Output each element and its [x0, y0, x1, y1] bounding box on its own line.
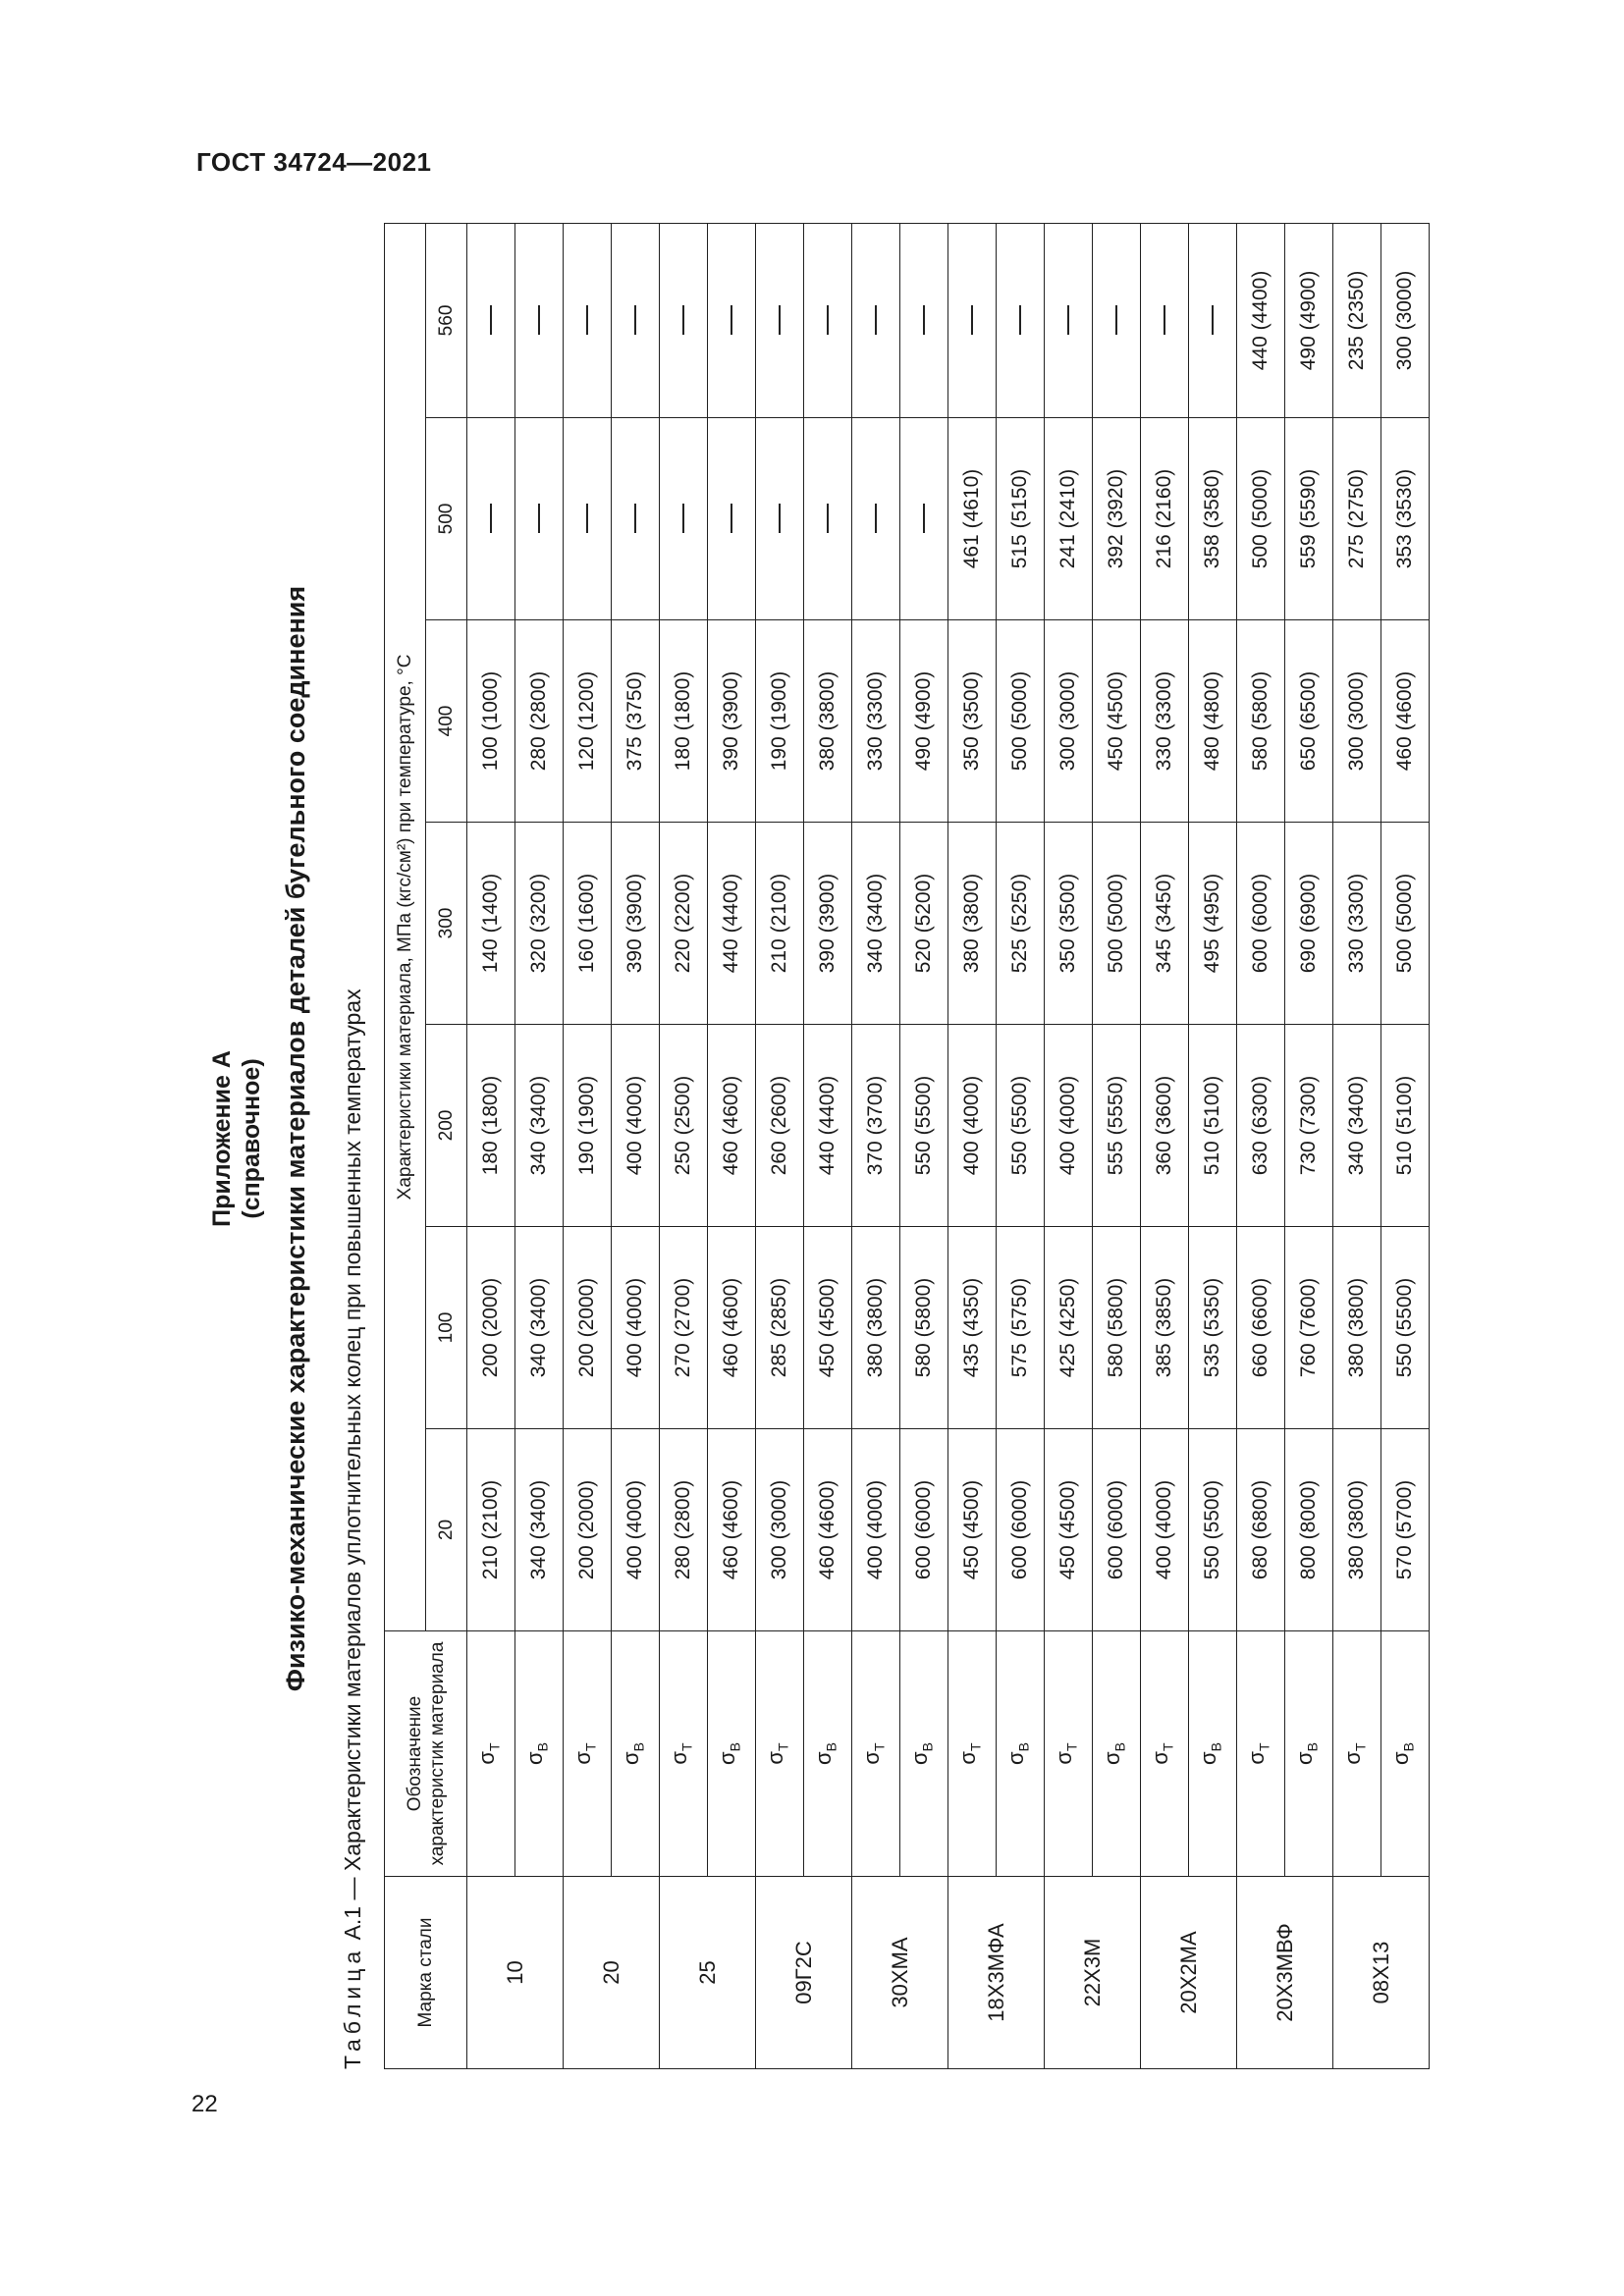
value-cell: 390 (3900) — [708, 620, 756, 823]
value-cell-empty — [1045, 223, 1093, 417]
value-cell: 340 (3400) — [515, 1227, 564, 1429]
value-cell: 580 (5800) — [1237, 620, 1285, 823]
steel-grade-cell: 30ХМА — [852, 1877, 948, 2069]
property-symbol: σ — [1052, 1751, 1077, 1765]
caption-text: — Характеристики материалов уплотнительных колец при повышенных температурах — [340, 988, 365, 1900]
header-temperature-400: 400 — [426, 620, 467, 823]
value-cell: 390 (3900) — [804, 823, 852, 1025]
caption-prefix: Таблица — [340, 1946, 365, 2069]
dash-mark — [1212, 305, 1214, 335]
value-cell: 461 (4610) — [948, 418, 997, 620]
dash-mark — [827, 305, 829, 335]
header-grade: Марка стали — [385, 1877, 467, 2069]
table-row — [564, 223, 612, 2068]
value-cell: 210 (2100) — [467, 1429, 515, 1631]
property-symbol-cell — [612, 1631, 660, 1877]
dash-mark — [586, 505, 588, 534]
value-cell: 200 (2000) — [564, 1429, 612, 1631]
value-cell: 435 (4350) — [948, 1227, 997, 1429]
header-temperature-500: 500 — [426, 418, 467, 620]
table-row — [948, 223, 997, 2068]
value-cell: 220 (2200) — [660, 823, 708, 1025]
rotated-page-content — [183, 157, 1557, 2120]
value-cell: 525 (5250) — [997, 823, 1045, 1025]
value-cell: 440 (4400) — [708, 823, 756, 1025]
value-cell: 260 (2600) — [756, 1025, 804, 1227]
property-symbol-subscript: Т — [1063, 1742, 1080, 1751]
property-symbol-subscript: В — [823, 1742, 839, 1752]
value-cell: 690 (6900) — [1285, 823, 1333, 1025]
value-cell: 390 (3900) — [612, 823, 660, 1025]
property-symbol-subscript: В — [1400, 1742, 1417, 1752]
value-cell: 550 (5500) — [1189, 1429, 1237, 1631]
value-cell-empty — [1189, 223, 1237, 417]
value-cell: 140 (1400) — [467, 823, 515, 1025]
value-cell: 440 (4400) — [804, 1025, 852, 1227]
value-cell: 280 (2800) — [660, 1429, 708, 1631]
value-cell-empty — [660, 223, 708, 417]
property-symbol-subscript: В — [919, 1742, 936, 1752]
property-symbol: σ — [1244, 1751, 1270, 1765]
property-symbol-subscript: Т — [678, 1742, 695, 1751]
steel-grade-cell: 20Х3МВФ — [1237, 1877, 1333, 2069]
dash-mark — [779, 505, 781, 534]
dash-mark — [875, 305, 877, 335]
value-cell: 515 (5150) — [997, 418, 1045, 620]
value-cell: 340 (3400) — [852, 823, 900, 1025]
dash-mark — [538, 505, 540, 534]
value-cell: 535 (5350) — [1189, 1227, 1237, 1429]
value-cell: 400 (4000) — [612, 1429, 660, 1631]
value-cell-empty — [1141, 223, 1189, 417]
property-symbol: σ — [1100, 1751, 1125, 1765]
value-cell: 575 (5750) — [997, 1227, 1045, 1429]
property-symbol: σ — [1388, 1751, 1414, 1765]
value-cell: 760 (7600) — [1285, 1227, 1333, 1429]
property-symbol-subscript: Т — [1256, 1742, 1272, 1751]
property-symbol-subscript: Т — [1352, 1742, 1369, 1751]
value-cell: 450 (4500) — [1045, 1429, 1093, 1631]
table-row — [1141, 223, 1189, 2068]
value-cell: 320 (3200) — [515, 823, 564, 1025]
table-row — [1237, 223, 1285, 2068]
value-cell: 400 (4000) — [612, 1025, 660, 1227]
value-cell-empty — [756, 223, 804, 417]
value-cell: 190 (1900) — [756, 620, 804, 823]
property-symbol: σ — [811, 1751, 837, 1765]
table-row — [852, 223, 900, 2068]
value-cell-empty — [852, 418, 900, 620]
value-cell: 555 (5550) — [1093, 1025, 1141, 1227]
value-cell: 210 (2100) — [756, 823, 804, 1025]
value-cell: 241 (2410) — [1045, 418, 1093, 620]
value-cell: 600 (6000) — [1093, 1429, 1141, 1631]
value-cell-empty — [515, 223, 564, 417]
property-symbol-cell — [1285, 1631, 1333, 1877]
value-cell: 400 (4000) — [852, 1429, 900, 1631]
dash-mark — [731, 505, 732, 534]
value-cell: 500 (5000) — [997, 620, 1045, 823]
property-symbol-cell — [997, 1631, 1045, 1877]
header-temperature-200: 200 — [426, 1025, 467, 1227]
header-temperature-560: 560 — [426, 223, 467, 417]
table-row — [515, 223, 564, 2068]
value-cell: 440 (4400) — [1237, 223, 1285, 417]
table-row — [612, 223, 660, 2068]
dash-mark — [1164, 305, 1165, 335]
value-cell: 160 (1600) — [564, 823, 612, 1025]
value-cell: 660 (6600) — [1237, 1227, 1285, 1429]
value-cell: 580 (5800) — [1093, 1227, 1141, 1429]
property-symbol-cell — [515, 1631, 564, 1877]
table-row — [756, 223, 804, 2068]
property-symbol: σ — [1148, 1751, 1173, 1765]
value-cell: 380 (3800) — [1333, 1429, 1381, 1631]
value-cell: 285 (2850) — [756, 1227, 804, 1429]
property-symbol: σ — [1196, 1751, 1221, 1765]
header-temperature-100: 100 — [426, 1227, 467, 1429]
steel-grade-cell: 18Х3МФА — [948, 1877, 1045, 2069]
value-cell: 550 (5500) — [1381, 1227, 1430, 1429]
table-caption — [340, 988, 366, 2069]
dash-mark — [682, 305, 684, 335]
table-row — [1333, 223, 1381, 2068]
steel-grade-cell: 25 — [660, 1877, 756, 2069]
value-cell: 330 (3300) — [1333, 823, 1381, 1025]
value-cell: 200 (2000) — [467, 1227, 515, 1429]
value-cell-empty — [804, 418, 852, 620]
value-cell: 480 (4800) — [1189, 620, 1237, 823]
steel-grade-cell: 22Х3М — [1045, 1877, 1141, 2069]
dash-mark — [971, 305, 973, 335]
value-cell: 400 (4000) — [1141, 1429, 1189, 1631]
table-row — [1381, 223, 1430, 2068]
value-cell: 360 (3600) — [1141, 1025, 1189, 1227]
value-cell-empty — [708, 418, 756, 620]
property-symbol-cell — [708, 1631, 756, 1877]
value-cell-empty — [612, 418, 660, 620]
property-symbol-subscript: В — [1111, 1742, 1128, 1752]
property-symbol-cell — [1237, 1631, 1285, 1877]
value-cell-empty — [660, 418, 708, 620]
value-cell: 460 (4600) — [804, 1429, 852, 1631]
appendix-title: Приложение А — [208, 1050, 236, 1227]
value-cell-empty — [467, 418, 515, 620]
value-cell: 550 (5500) — [900, 1025, 948, 1227]
value-cell: 340 (3400) — [515, 1429, 564, 1631]
property-symbol: σ — [715, 1751, 740, 1765]
header-property: Обозначение характеристик материала — [385, 1631, 467, 1877]
dash-mark — [1067, 305, 1069, 335]
value-cell: 460 (4600) — [1381, 620, 1430, 823]
property-symbol-cell — [900, 1631, 948, 1877]
property-symbol-subscript: Т — [486, 1742, 503, 1751]
property-symbol: σ — [667, 1751, 692, 1765]
steel-properties-table — [384, 223, 1430, 2069]
value-cell: 200 (2000) — [564, 1227, 612, 1429]
dash-mark — [490, 305, 492, 335]
steel-grade-cell: 20 — [564, 1877, 660, 2069]
value-cell-empty — [948, 223, 997, 417]
value-cell: 375 (3750) — [612, 620, 660, 823]
value-cell: 180 (1800) — [660, 620, 708, 823]
dash-mark — [923, 305, 925, 335]
value-cell: 460 (4600) — [708, 1025, 756, 1227]
dash-mark — [827, 505, 829, 534]
dash-mark — [731, 305, 732, 335]
header-temperature-20: 20 — [426, 1429, 467, 1631]
table-row — [997, 223, 1045, 2068]
table-row — [708, 223, 756, 2068]
value-cell: 180 (1800) — [467, 1025, 515, 1227]
value-cell: 500 (5000) — [1093, 823, 1141, 1025]
value-cell: 358 (3580) — [1189, 418, 1237, 620]
value-cell: 460 (4600) — [708, 1429, 756, 1631]
header-temperature-group: Характеристики материала, МПа (кгс/см²) при температуре, °С — [385, 223, 426, 1630]
property-symbol-cell — [804, 1631, 852, 1877]
value-cell: 450 (4500) — [1093, 620, 1141, 823]
value-cell-empty — [564, 223, 612, 417]
dash-mark — [634, 305, 636, 335]
value-cell: 380 (3800) — [1333, 1227, 1381, 1429]
page-number: 22 — [191, 2091, 218, 2117]
value-cell: 280 (2800) — [515, 620, 564, 823]
dash-mark — [875, 505, 877, 534]
value-cell: 380 (3800) — [852, 1227, 900, 1429]
table-row — [467, 223, 515, 2068]
appendix-heading: Физико-механические характеристики материалов деталей бугельного соединения — [281, 585, 310, 1692]
property-symbol: σ — [955, 1751, 981, 1765]
table-row — [1285, 223, 1333, 2068]
property-symbol: σ — [1340, 1751, 1366, 1765]
property-symbol-cell — [1333, 1631, 1381, 1877]
value-cell: 400 (4000) — [948, 1025, 997, 1227]
property-symbol-cell — [1381, 1631, 1430, 1877]
value-cell-empty — [804, 223, 852, 417]
value-cell-empty — [708, 223, 756, 417]
property-symbol-subscript: Т — [967, 1742, 984, 1751]
property-symbol-subscript: Т — [871, 1742, 888, 1751]
value-cell: 510 (5100) — [1189, 1025, 1237, 1227]
value-cell: 600 (6000) — [997, 1429, 1045, 1631]
steel-grade-cell: 20Х2МА — [1141, 1877, 1237, 2069]
value-cell: 216 (2160) — [1141, 418, 1189, 620]
property-symbol-cell — [1141, 1631, 1189, 1877]
value-cell: 650 (6500) — [1285, 620, 1333, 823]
value-cell: 400 (4000) — [612, 1227, 660, 1429]
value-cell: 550 (5500) — [997, 1025, 1045, 1227]
value-cell: 353 (3530) — [1381, 418, 1430, 620]
property-symbol: σ — [570, 1751, 596, 1765]
property-symbol-cell — [756, 1631, 804, 1877]
table-row — [900, 223, 948, 2068]
value-cell-empty — [515, 418, 564, 620]
property-symbol-cell — [1045, 1631, 1093, 1877]
value-cell-empty — [900, 418, 948, 620]
property-symbol: σ — [522, 1751, 548, 1765]
dash-mark — [923, 505, 925, 534]
value-cell: 500 (5000) — [1381, 823, 1430, 1025]
value-cell: 559 (5590) — [1285, 418, 1333, 620]
property-symbol: σ — [474, 1751, 500, 1765]
property-symbol-subscript: В — [1208, 1742, 1224, 1752]
value-cell: 100 (1000) — [467, 620, 515, 823]
document-code: ГОСТ 34724—2021 — [196, 147, 432, 177]
value-cell-empty — [564, 418, 612, 620]
property-symbol-subscript: Т — [582, 1742, 599, 1751]
dash-mark — [634, 505, 636, 534]
property-symbol-subscript: В — [1015, 1742, 1032, 1752]
value-cell: 340 (3400) — [515, 1025, 564, 1227]
value-cell: 300 (3000) — [756, 1429, 804, 1631]
property-symbol-cell — [852, 1631, 900, 1877]
value-cell: 300 (3000) — [1381, 223, 1430, 417]
value-cell-empty — [756, 418, 804, 620]
value-cell: 460 (4600) — [708, 1227, 756, 1429]
appendix-subtitle: (справочное) — [238, 1058, 265, 1219]
value-cell: 510 (5100) — [1381, 1025, 1430, 1227]
value-cell: 345 (3450) — [1141, 823, 1189, 1025]
dash-mark — [538, 305, 540, 335]
value-cell: 490 (4900) — [900, 620, 948, 823]
property-symbol-subscript: В — [1304, 1742, 1321, 1752]
value-cell: 190 (1900) — [564, 1025, 612, 1227]
property-symbol-cell — [660, 1631, 708, 1877]
value-cell: 580 (5800) — [900, 1227, 948, 1429]
dash-mark — [586, 305, 588, 335]
property-symbol-cell — [1093, 1631, 1141, 1877]
caption-number: А.1 — [340, 1905, 365, 1941]
value-cell: 490 (4900) — [1285, 223, 1333, 417]
property-symbol-subscript: Т — [1160, 1742, 1176, 1751]
value-cell: 120 (1200) — [564, 620, 612, 823]
dash-mark — [1019, 305, 1021, 335]
steel-grade-cell: 08Х13 — [1333, 1877, 1430, 2069]
value-cell: 350 (3500) — [1045, 823, 1093, 1025]
value-cell: 520 (5200) — [900, 823, 948, 1025]
table-row — [660, 223, 708, 2068]
dash-mark — [490, 505, 492, 534]
value-cell: 270 (2700) — [660, 1227, 708, 1429]
appendix-header — [207, 157, 266, 2120]
value-cell: 350 (3500) — [948, 620, 997, 823]
dash-mark — [1115, 305, 1117, 335]
value-cell: 370 (3700) — [852, 1025, 900, 1227]
table-row — [1093, 223, 1141, 2068]
value-cell: 300 (3000) — [1045, 620, 1093, 823]
value-cell: 275 (2750) — [1333, 418, 1381, 620]
property-symbol-cell — [467, 1631, 515, 1877]
property-symbol: σ — [859, 1751, 885, 1765]
value-cell-empty — [852, 223, 900, 417]
value-cell: 800 (8000) — [1285, 1429, 1333, 1631]
property-symbol-cell — [1189, 1631, 1237, 1877]
value-cell: 630 (6300) — [1237, 1025, 1285, 1227]
table-body — [467, 223, 1430, 2068]
dash-mark — [682, 505, 684, 534]
value-cell: 425 (4250) — [1045, 1227, 1093, 1429]
value-cell: 340 (3400) — [1333, 1025, 1381, 1227]
steel-grade-cell: 09Г2С — [756, 1877, 852, 2069]
value-cell-empty — [612, 223, 660, 417]
value-cell: 380 (3800) — [804, 620, 852, 823]
property-symbol: σ — [619, 1751, 644, 1765]
property-symbol: σ — [763, 1751, 788, 1765]
value-cell: 330 (3300) — [852, 620, 900, 823]
header-temperature-300: 300 — [426, 823, 467, 1025]
value-cell: 730 (7300) — [1285, 1025, 1333, 1227]
property-symbol-subscript: В — [534, 1742, 551, 1752]
table-row — [804, 223, 852, 2068]
property-symbol-cell — [948, 1631, 997, 1877]
dash-mark — [779, 305, 781, 335]
steel-grade-cell: 10 — [467, 1877, 564, 2069]
value-cell: 450 (4500) — [948, 1429, 997, 1631]
value-cell: 300 (3000) — [1333, 620, 1381, 823]
value-cell: 450 (4500) — [804, 1227, 852, 1429]
value-cell: 330 (3300) — [1141, 620, 1189, 823]
value-cell-empty — [997, 223, 1045, 417]
property-symbol-subscript: Т — [775, 1742, 791, 1751]
value-cell: 392 (3920) — [1093, 418, 1141, 620]
value-cell-empty — [1093, 223, 1141, 417]
value-cell: 600 (6000) — [900, 1429, 948, 1631]
property-symbol-subscript: В — [727, 1742, 743, 1752]
property-symbol: σ — [1003, 1751, 1029, 1765]
value-cell: 235 (2350) — [1333, 223, 1381, 417]
value-cell: 495 (4950) — [1189, 823, 1237, 1025]
property-symbol: σ — [907, 1751, 933, 1765]
table-row — [1189, 223, 1237, 2068]
value-cell: 570 (5700) — [1381, 1429, 1430, 1631]
value-cell: 250 (2500) — [660, 1025, 708, 1227]
property-symbol-subscript: В — [630, 1742, 647, 1752]
table-row — [1045, 223, 1093, 2068]
value-cell: 600 (6000) — [1237, 823, 1285, 1025]
property-symbol: σ — [1292, 1751, 1318, 1765]
value-cell: 380 (3800) — [948, 823, 997, 1025]
value-cell-empty — [467, 223, 515, 417]
value-cell: 400 (4000) — [1045, 1025, 1093, 1227]
value-cell-empty — [900, 223, 948, 417]
value-cell: 385 (3850) — [1141, 1227, 1189, 1429]
value-cell: 500 (5000) — [1237, 418, 1285, 620]
property-symbol-cell — [564, 1631, 612, 1877]
value-cell: 680 (6800) — [1237, 1429, 1285, 1631]
